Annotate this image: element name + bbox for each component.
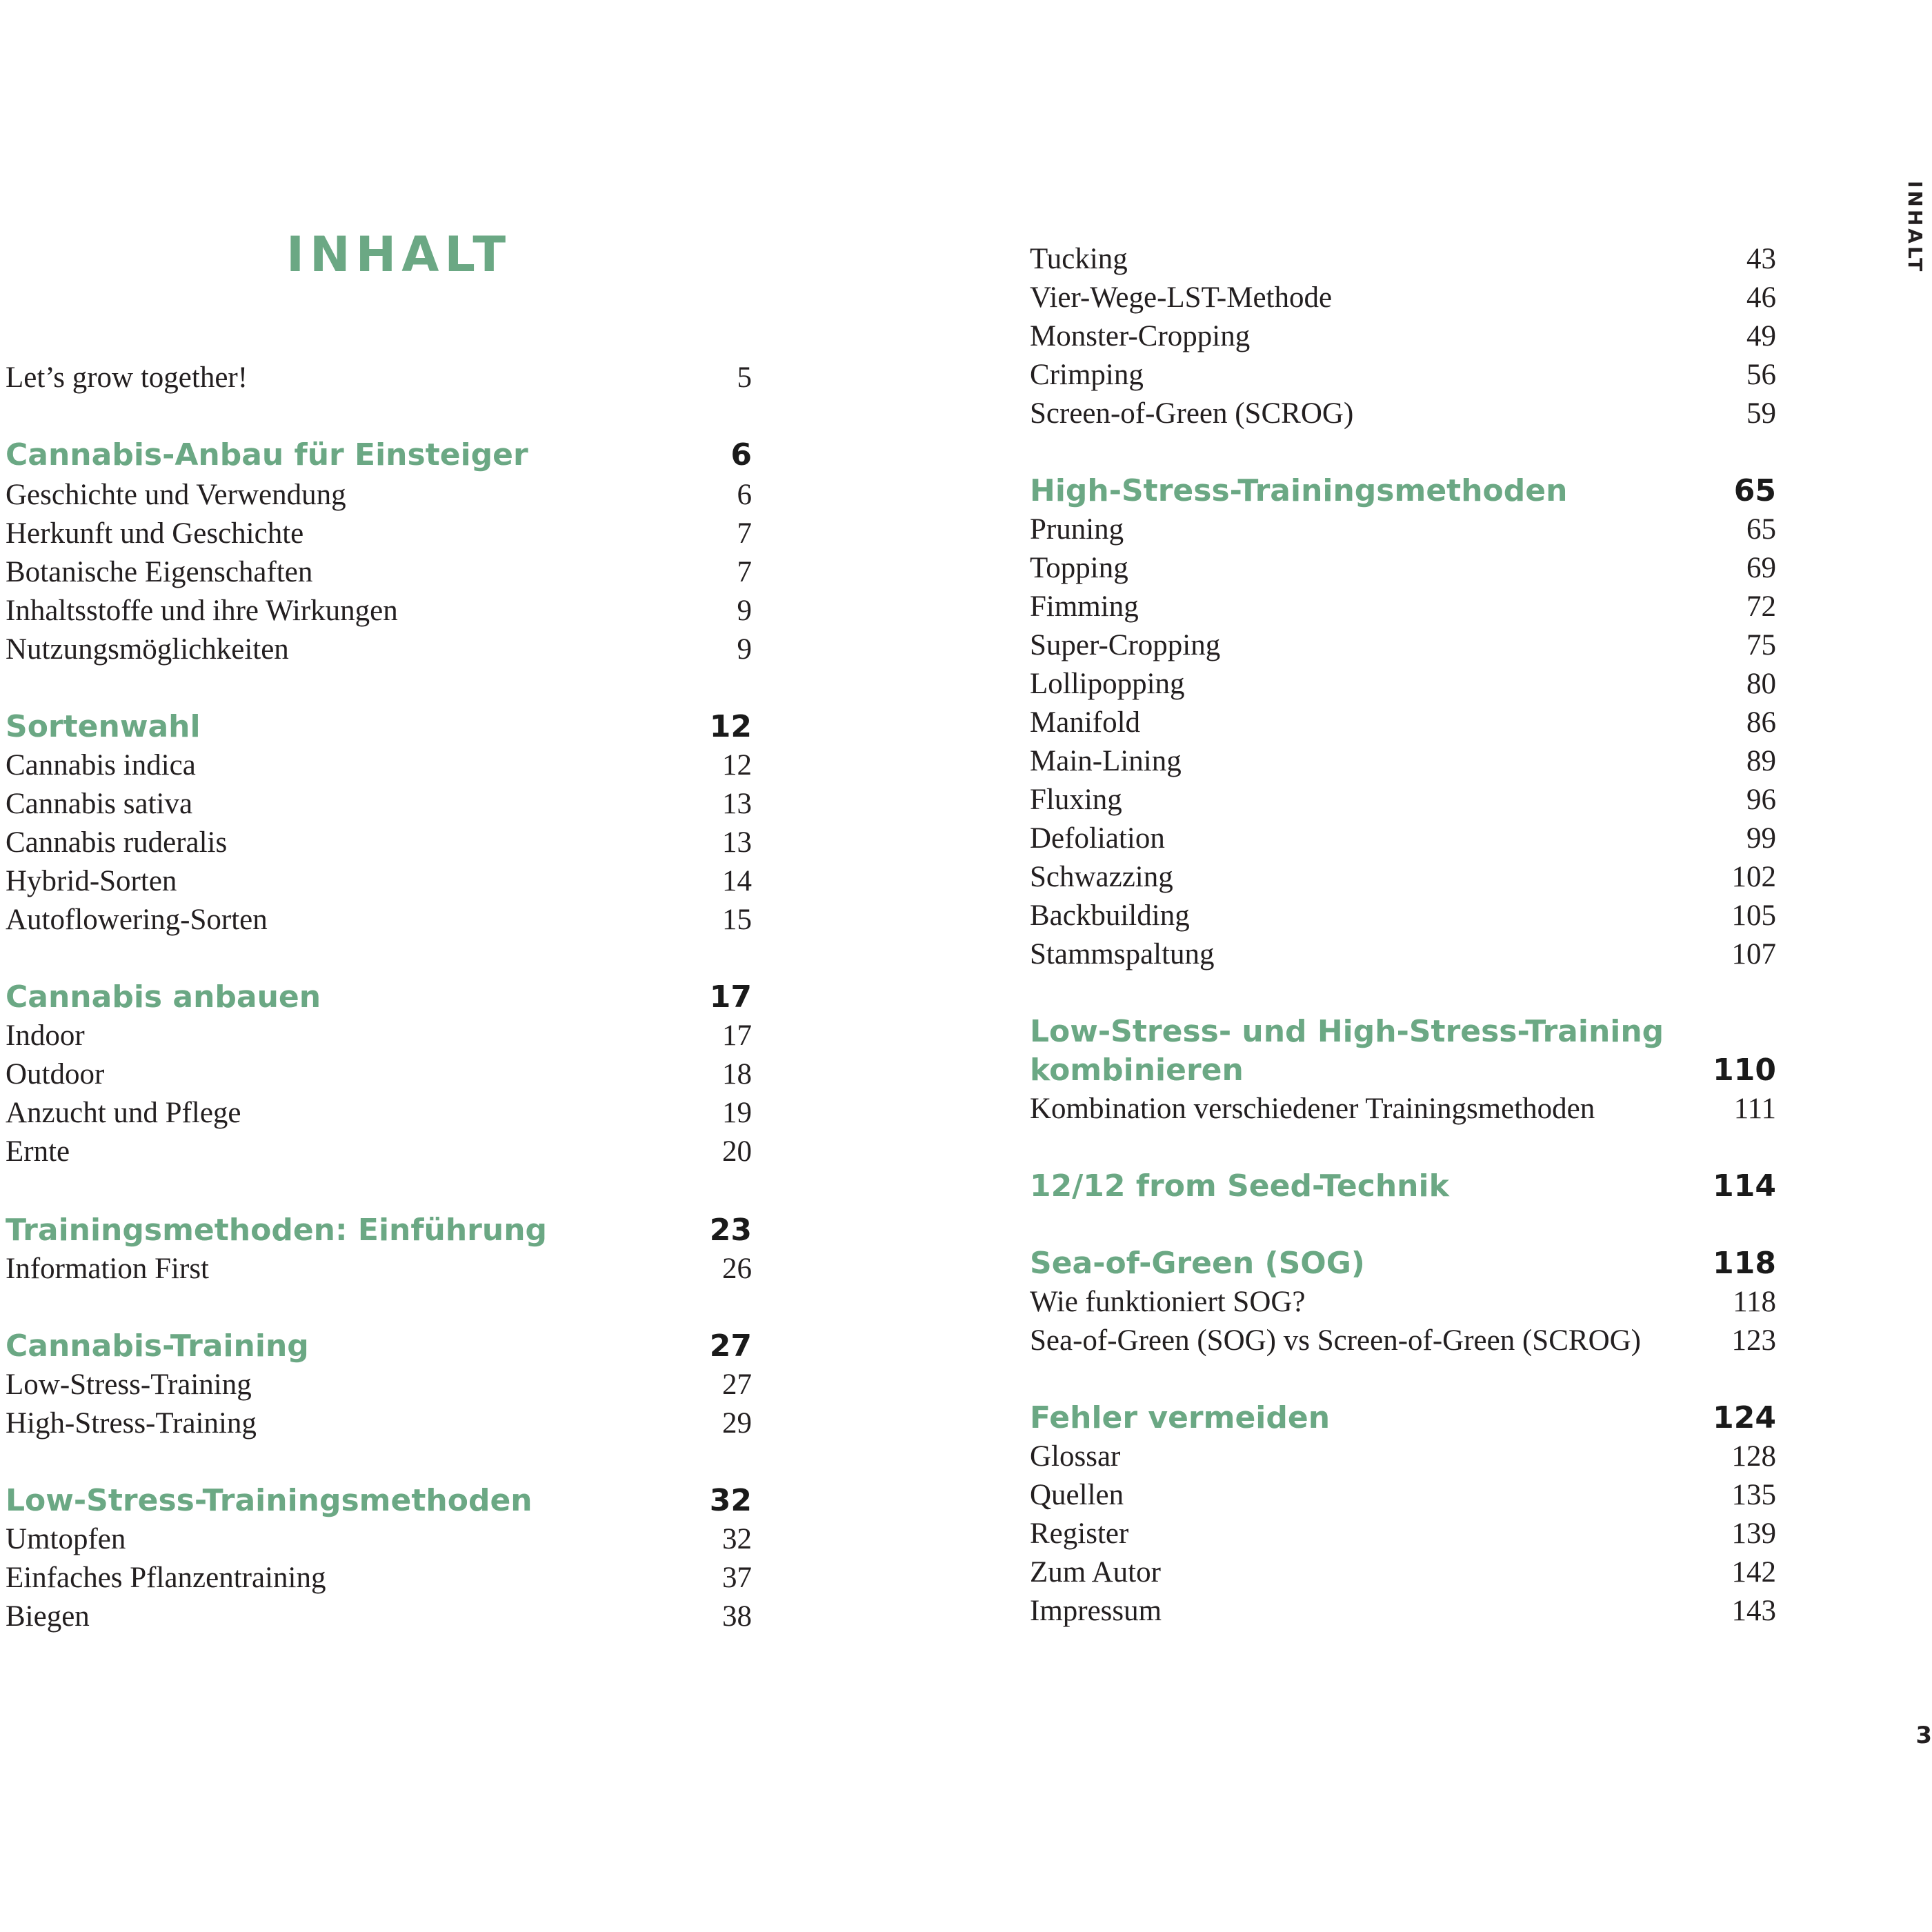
toc-entry-row <box>6 1366 752 1404</box>
toc-entry-label: Autoflowering-Sorten <box>6 904 268 936</box>
toc-page-number: 9 <box>737 633 752 666</box>
toc-heading-row <box>1030 1167 1776 1206</box>
toc-entry-label: Outdoor <box>6 1058 105 1091</box>
toc-heading-label: kombinieren <box>1030 1053 1244 1088</box>
toc-entry-label: Screen-of-Green (SCROG) <box>1030 397 1354 430</box>
toc-page-number: 107 <box>1731 938 1776 970</box>
toc-entry-label: Biegen <box>6 1600 90 1633</box>
toc-page-number: 142 <box>1731 1556 1776 1589</box>
toc-entry-label: Super-Cropping <box>1030 629 1221 661</box>
toc-entry-label: Fimming <box>1030 590 1139 623</box>
toc-page-number: 46 <box>1746 281 1776 314</box>
toc-page-number: 6 <box>737 479 752 511</box>
toc-entry-row <box>1030 240 1776 279</box>
toc-entry-label: Geschichte und Verwendung <box>6 479 346 511</box>
toc-heading-label: High-Stress-Trainingsmethoden <box>1030 473 1568 508</box>
toc-entry-row <box>6 359 752 397</box>
toc-page-number: 14 <box>722 865 752 897</box>
toc-page-number: 29 <box>722 1407 752 1440</box>
toc-entry-row <box>6 1017 752 1055</box>
toc-page-number: 32 <box>722 1523 752 1555</box>
toc-entry-label: Cannabis ruderalis <box>6 826 228 859</box>
toc-heading-label-line1: Low-Stress- und High-Stress-Training <box>1030 1014 1664 1049</box>
toc-page-number: 7 <box>737 517 752 550</box>
page-number: 3 <box>1915 1722 1932 1749</box>
toc-page-number: 26 <box>722 1253 752 1285</box>
toc-entry-label: Information First <box>6 1253 209 1285</box>
toc-entry-row <box>1030 858 1776 897</box>
toc-page-number: 75 <box>1746 629 1776 661</box>
toc-page-number: 17 <box>709 979 752 1015</box>
toc-heading-label: Sortenwahl <box>6 709 201 744</box>
toc-entry-label: Herkunft und Geschichte <box>6 517 304 550</box>
toc-page-number: 19 <box>722 1097 752 1129</box>
toc-page-number: 114 <box>1713 1168 1776 1204</box>
toc-entry-label: Zum Autor <box>1030 1556 1161 1589</box>
toc-heading-row <box>6 1482 752 1520</box>
toc-page-number: 65 <box>1733 473 1776 508</box>
toc-page-number: 99 <box>1746 822 1776 855</box>
toc-entry-label: Sea-of-Green (SOG) vs Screen-of-Green (SCROG) <box>1030 1324 1641 1357</box>
toc-entry-label: Botanische Eigenschaften <box>6 556 313 588</box>
toc-entry-label: Ernte <box>6 1135 70 1168</box>
toc-page-number: 15 <box>722 904 752 936</box>
toc-page-number: 123 <box>1731 1324 1776 1357</box>
toc-entry-row <box>1030 588 1776 626</box>
toc-page-number: 69 <box>1746 552 1776 584</box>
toc-page-number: 12 <box>722 749 752 781</box>
toc-entry-label: Low-Stress-Training <box>6 1368 252 1401</box>
toc-heading-label: Cannabis-Training <box>6 1328 309 1364</box>
toc-entry-label: Main-Lining <box>1030 745 1182 777</box>
toc-page-number: 72 <box>1746 590 1776 623</box>
toc-page-number: 118 <box>1713 1246 1776 1281</box>
toc-heading-row <box>1030 1244 1776 1283</box>
toc-heading-row <box>1030 1399 1776 1437</box>
toc-entry-label: Pruning <box>1030 513 1124 546</box>
toc-entry-label: Backbuilding <box>1030 899 1190 932</box>
toc-page-number: 13 <box>722 826 752 859</box>
toc-entry-label: Indoor <box>6 1019 85 1052</box>
toc-entry-row <box>1030 1283 1776 1322</box>
toc-entry-row <box>6 824 752 862</box>
toc-page-number: 37 <box>722 1562 752 1594</box>
toc-entry-row <box>6 592 752 630</box>
toc-entry-row <box>6 1404 752 1443</box>
toc-heading-row <box>6 978 752 1017</box>
toc-entry-label: Kombination verschiedener Trainingsmethoden <box>1030 1093 1595 1125</box>
toc-page-number: 59 <box>1746 397 1776 430</box>
toc-heading-label: Trainingsmethoden: Einführung <box>6 1213 548 1248</box>
toc-page-number: 9 <box>737 595 752 627</box>
toc-heading-row <box>6 436 752 475</box>
toc-page-number: 56 <box>1746 359 1776 391</box>
toc-page-number: 128 <box>1731 1440 1776 1473</box>
toc-entry-label: Crimping <box>1030 359 1144 391</box>
toc-entry-label: Inhaltsstoffe und ihre Wirkungen <box>6 595 398 627</box>
toc-entry-row <box>1030 549 1776 588</box>
toc-page-number: 6 <box>730 437 752 472</box>
toc-page-number: 38 <box>722 1600 752 1633</box>
toc-entry-label: Lollipopping <box>1030 668 1185 700</box>
toc-entry-label: Topping <box>1030 552 1128 584</box>
toc-page-number: 80 <box>1746 668 1776 700</box>
toc-page-number: 143 <box>1731 1595 1776 1627</box>
toc-heading-label: Cannabis-Anbau für Einsteiger <box>6 437 528 472</box>
toc-entry-label: Schwazzing <box>1030 861 1173 893</box>
toc-heading-row <box>1030 472 1776 510</box>
toc-entry-row <box>1030 510 1776 549</box>
toc-page-number: 32 <box>709 1483 752 1518</box>
toc-entry-row <box>6 515 752 553</box>
toc-entry-label: Cannabis sativa <box>6 788 193 820</box>
toc-entry-row <box>1030 356 1776 395</box>
side-tab-label: INHALT <box>1904 181 1926 275</box>
toc-entry-label: Quellen <box>1030 1479 1124 1511</box>
toc-page-number: 43 <box>1746 243 1776 275</box>
toc-page-number: 124 <box>1713 1400 1776 1435</box>
toc-page-number: 7 <box>737 556 752 588</box>
toc-entry-label: Hybrid-Sorten <box>6 865 177 897</box>
toc-page-number: 139 <box>1731 1517 1776 1550</box>
toc-heading-label: Cannabis anbauen <box>6 979 321 1015</box>
toc-page-number: 49 <box>1746 320 1776 352</box>
toc-entry-row <box>1030 935 1776 974</box>
toc-page-number: 89 <box>1746 745 1776 777</box>
toc-entry-row <box>6 1133 752 1171</box>
toc-entry-row <box>1030 279 1776 317</box>
toc-entry-row <box>6 1520 752 1559</box>
toc-entry-row <box>1030 395 1776 433</box>
toc-heading-row <box>1030 1051 1776 1090</box>
toc-page-number: 102 <box>1731 861 1776 893</box>
toc-entry-row <box>1030 1553 1776 1592</box>
toc-entry-row <box>1030 1476 1776 1515</box>
toc-entry-row <box>1030 1090 1776 1128</box>
toc-page-number: 13 <box>722 788 752 820</box>
toc-heading-row <box>6 1327 752 1366</box>
toc-entry-row <box>1030 317 1776 356</box>
toc-entry-label: Impressum <box>1030 1595 1162 1627</box>
toc-entry-label: Vier-Wege-LST-Methode <box>1030 281 1333 314</box>
toc-heading-label: Fehler vermeiden <box>1030 1400 1331 1435</box>
toc-entry-row <box>6 1597 752 1636</box>
toc-heading-row <box>6 708 752 746</box>
toc-entry-label: Register <box>1030 1517 1129 1550</box>
toc-entry-row <box>6 1559 752 1597</box>
toc-entry-row <box>1030 1437 1776 1476</box>
toc-entry-row <box>1030 704 1776 742</box>
toc-entry-row <box>1030 819 1776 858</box>
toc-page-number: 27 <box>722 1368 752 1401</box>
toc-entry-row <box>6 785 752 824</box>
toc-entry-row <box>1030 1515 1776 1553</box>
toc-page-number: 96 <box>1746 784 1776 816</box>
toc-entry-label: Fluxing <box>1030 784 1122 816</box>
toc-page-number: 111 <box>1733 1093 1776 1125</box>
toc-page-number: 65 <box>1746 513 1776 546</box>
toc-entry-row <box>6 1055 752 1094</box>
toc-entry-label: Monster-Cropping <box>1030 320 1251 352</box>
toc-page-number: 20 <box>722 1135 752 1168</box>
toc-entry-label: Defoliation <box>1030 822 1165 855</box>
toc-page-number: 118 <box>1733 1286 1776 1318</box>
toc-heading-row <box>6 1211 752 1250</box>
toc-entry-row <box>6 1094 752 1133</box>
toc-page-number: 18 <box>722 1058 752 1091</box>
toc-entry-row <box>6 901 752 939</box>
toc-heading-label: 12/12 from Seed-Technik <box>1030 1168 1449 1204</box>
toc-heading-label: Sea-of-Green (SOG) <box>1030 1246 1365 1281</box>
toc-entry-row <box>1030 1322 1776 1360</box>
toc-entry-label: Let’s grow together! <box>6 361 248 394</box>
toc-entry-label: Cannabis indica <box>6 749 196 781</box>
toc-entry-row <box>1030 897 1776 935</box>
toc-entry-row <box>1030 1592 1776 1631</box>
toc-entry-label: Anzucht und Pflege <box>6 1097 241 1129</box>
toc-entry-label: Nutzungsmöglichkeiten <box>6 633 289 666</box>
toc-entry-label: Manifold <box>1030 706 1141 739</box>
toc-page-number: 17 <box>722 1019 752 1052</box>
toc-entry-label: Stammspaltung <box>1030 938 1215 970</box>
toc-entry-row <box>1030 626 1776 665</box>
toc-entry-row <box>6 862 752 901</box>
page-title: INHALT <box>286 226 512 283</box>
toc-entry-row <box>6 746 752 785</box>
toc-entry-row <box>6 553 752 592</box>
toc-page-number: 135 <box>1731 1479 1776 1511</box>
toc-page-number: 5 <box>737 361 752 394</box>
toc-entry-row <box>6 1250 752 1288</box>
toc-entry-label: Tucking <box>1030 243 1128 275</box>
toc-page-number: 27 <box>709 1328 752 1364</box>
toc-entry-label: High-Stress-Training <box>6 1407 257 1440</box>
toc-entry-row <box>1030 742 1776 781</box>
toc-entry-label: Wie funktioniert SOG? <box>1030 1286 1306 1318</box>
toc-heading-label: Low-Stress-Trainingsmethoden <box>6 1483 532 1518</box>
toc-page-number: 86 <box>1746 706 1776 739</box>
toc-entry-label: Glossar <box>1030 1440 1121 1473</box>
toc-page-number: 23 <box>709 1213 752 1248</box>
toc-entry-row <box>1030 665 1776 704</box>
toc-page-number: 105 <box>1731 899 1776 932</box>
toc-entry-label: Umtopfen <box>6 1523 126 1555</box>
toc-entry-label: Einfaches Pflanzentraining <box>6 1562 326 1594</box>
toc-entry-row <box>6 476 752 515</box>
toc-entry-row <box>6 630 752 669</box>
toc-entry-row <box>1030 781 1776 819</box>
toc-page-number: 12 <box>709 709 752 744</box>
toc-page-number: 110 <box>1713 1053 1776 1088</box>
